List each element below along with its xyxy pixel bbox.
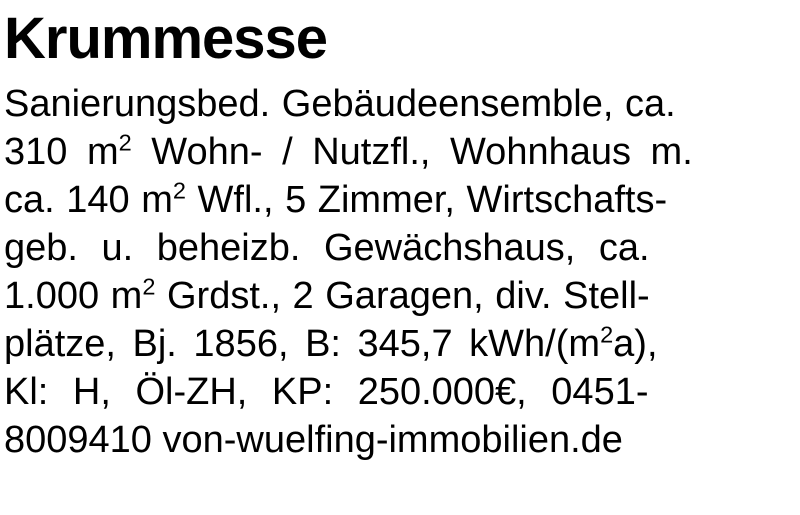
ad-line — [4, 320, 796, 368]
superscript: 2 — [600, 321, 614, 348]
superscript: 2 — [142, 273, 156, 300]
ad-line-text: geb. u. beheizb. Gewächshaus, ca. — [4, 227, 650, 269]
ad-line — [4, 416, 796, 464]
ad-line-text: 1.000 m — [4, 275, 143, 317]
ad-line — [4, 224, 796, 272]
superscript: 2 — [172, 177, 186, 204]
ad-line-text: plätze, Bj. 1856, B: 345,7 kWh/(m — [4, 323, 601, 365]
ad-line — [4, 80, 796, 128]
ad-line — [4, 272, 796, 320]
page-title: Krummesse — [4, 6, 328, 71]
ad-line-text-cont: Wfl., 5 Zimmer, Wirtschafts- — [185, 179, 668, 221]
ad-line-text-cont: Wohn- / Nutzfl., Wohnhaus m. — [131, 131, 693, 173]
ad-line-text: 8009410 von-wuelfing-immobilien.de — [4, 419, 623, 461]
superscript: 2 — [118, 129, 132, 156]
ad-line-text: Sanierungsbed. Gebäudeensemble, ca. — [4, 83, 676, 125]
ad-line-text: ca. 140 m — [4, 179, 173, 221]
ad-line — [4, 368, 796, 416]
ad-line — [4, 176, 796, 224]
ad-line — [4, 128, 796, 176]
ad-line-text-cont: a), — [613, 323, 658, 365]
ad-line-text: Kl: H, Öl-ZH, KP: 250.000€, 0451- — [4, 371, 649, 413]
ad-line-text-cont: Grdst., 2 Garagen, div. Stell- — [155, 275, 650, 317]
ad-body-text — [4, 80, 796, 464]
ad-line-text: 310 m — [4, 131, 119, 173]
